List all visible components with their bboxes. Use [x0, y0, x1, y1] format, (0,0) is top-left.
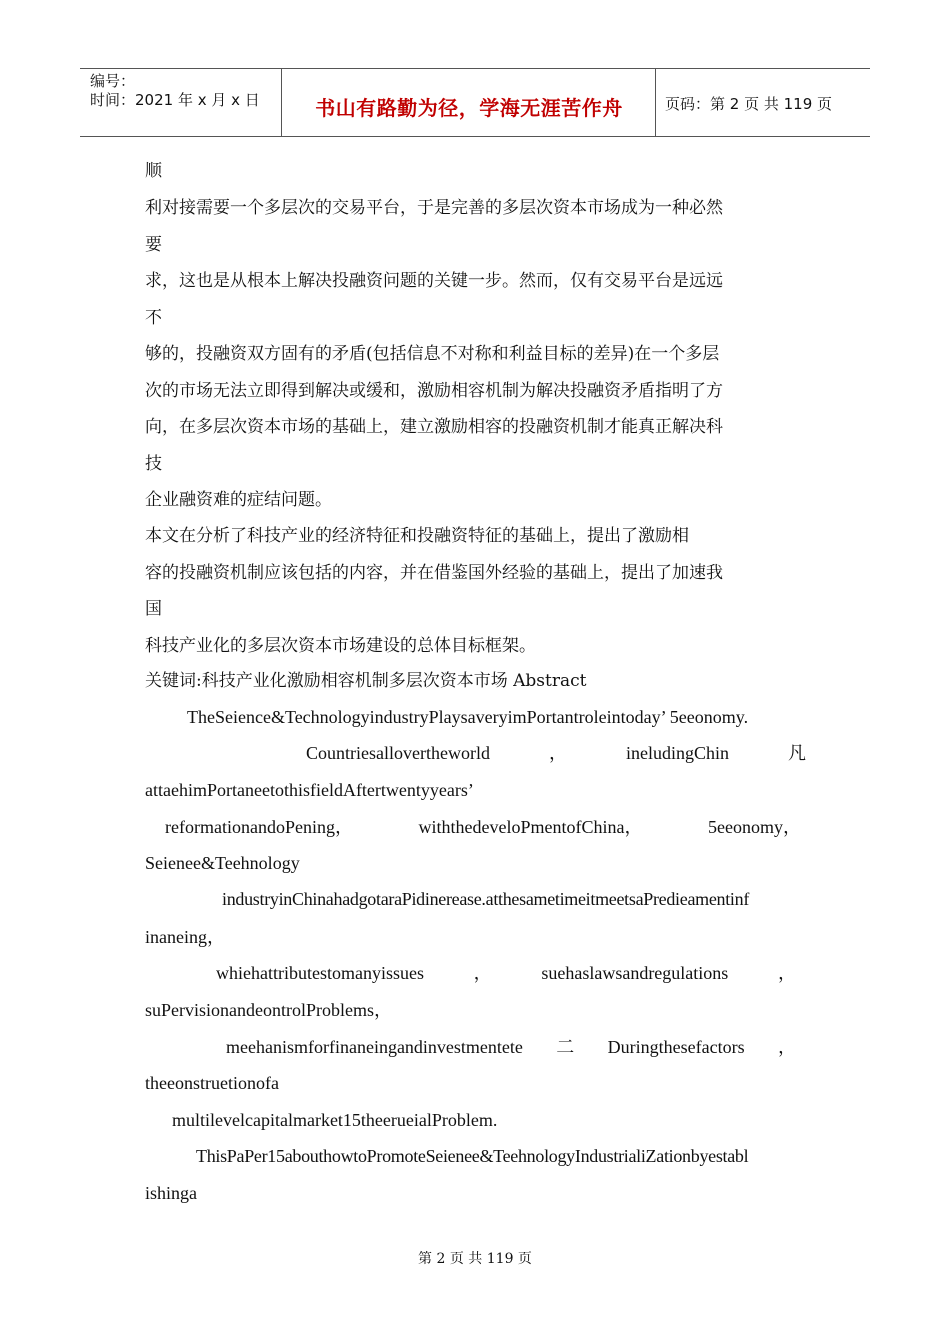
abstract-segment: Countriesallovertheworld [306, 743, 490, 763]
abstract-segment: 二 [556, 1037, 575, 1057]
body-line: 企业融资难的症结问题。 [145, 490, 332, 510]
body-line: 向，在多层次资本市场的基础上，建立激励相容的投融资机制才能真正解决科 [145, 417, 723, 437]
abstract-line: TheSeience&TechnologyindustryPlaysaveryimPortantroleintoday’ 5eeonomy. [187, 707, 749, 727]
abstract-segment: suehaslawsandregulations [541, 963, 729, 983]
body-line: 要 [145, 235, 162, 255]
body-line: 利对接需要一个多层次的交易平台，于是完善的多层次资本市场成为一种必然 [145, 198, 723, 218]
document-date: 时间：2021 年 x 月 x 日 [90, 91, 260, 109]
abstract-line: industryinChinahadgotaraPidinerease.atthesametimeitmeetsaPredieamentinf [222, 889, 750, 909]
abstract-line: suPervisionandeontrolProblems， [145, 1000, 392, 1020]
abstract-segment: withthedeveloPmentofChina， [418, 817, 643, 837]
body-line: 本文在分析了科技产业的经济特征和投融资特征的基础上，提出了激励相 [145, 526, 689, 546]
body-line: 求，这也是从根本上解决投融资问题的关键一步。然而，仅有交易平台是远远 [145, 271, 723, 291]
body-line: 够的，投融资双方固有的矛盾(包括信息不对称和利益目标的差异)在一个多层 [145, 344, 720, 364]
abstract-line: multilevelcapitalmarket15theerueialProblem. [172, 1110, 498, 1130]
abstract-segment: ， [777, 963, 796, 983]
abstract-line: ishinga [145, 1183, 197, 1203]
abstract-segment: meehanismforfinaneingandinvestmentete [226, 1037, 523, 1057]
body-line: 次的市场无法立即得到解决或缓和，激励相容机制为解决投融资矛盾指明了方 [145, 381, 723, 401]
abstract-line: attaehimPortaneetothisfieldAftertwentyyears’ [145, 780, 474, 800]
abstract-segment: Duringthesefactors [607, 1037, 745, 1057]
abstract-segment: 凡 [787, 743, 806, 763]
abstract-line-justified [306, 742, 806, 764]
keywords-line: 关键词:科技产业化激励相容机制多层次资本市场 Abstract [145, 671, 587, 691]
abstract-line-justified [165, 816, 801, 838]
abstract-segment: ineludingChin [625, 743, 729, 763]
body-line: 顺 [145, 161, 162, 181]
body-line: 不 [145, 308, 162, 328]
page-footer: 第 2 页 共 119 页 [418, 1251, 532, 1267]
abstract-line: theeonstruetionofa [145, 1073, 279, 1093]
header-bottom-rule [80, 136, 870, 137]
abstract-line-justified [226, 1036, 796, 1058]
abstract-segment: ， [473, 963, 492, 983]
abstract-segment: 5eeonomy， [708, 817, 801, 837]
abstract-segment: ， [548, 743, 567, 763]
abstract-line-justified [216, 962, 796, 984]
header-top-rule [80, 68, 870, 69]
header-motto: 书山有路勤为径，学海无涯苦作舟 [315, 96, 623, 120]
document-number-label: 编号： [90, 72, 136, 90]
abstract-line: inaneing， [145, 927, 225, 947]
abstract-line: Seienee&Teehnology [145, 853, 300, 873]
abstract-line: ThisPaPer15abouthowtoPromoteSeienee&TeehnologyIndustrialiZationbyestabl [196, 1146, 749, 1166]
body-line: 国 [145, 599, 162, 619]
abstract-segment: whiehattributestomanyissues [216, 963, 424, 983]
header-meta [90, 72, 260, 110]
abstract-segment: reformationandoPening， [165, 817, 353, 837]
body-line: 科技产业化的多层次资本市场建设的总体目标框架。 [145, 636, 536, 656]
body-line: 容的投融资机制应该包括的内容，并在借鉴国外经验的基础上，提出了加速我 [145, 563, 723, 583]
body-line: 技 [145, 454, 162, 474]
abstract-segment: ， [777, 1037, 796, 1057]
header-page-info: 页码：第 2 页 共 119 页 [665, 95, 833, 113]
